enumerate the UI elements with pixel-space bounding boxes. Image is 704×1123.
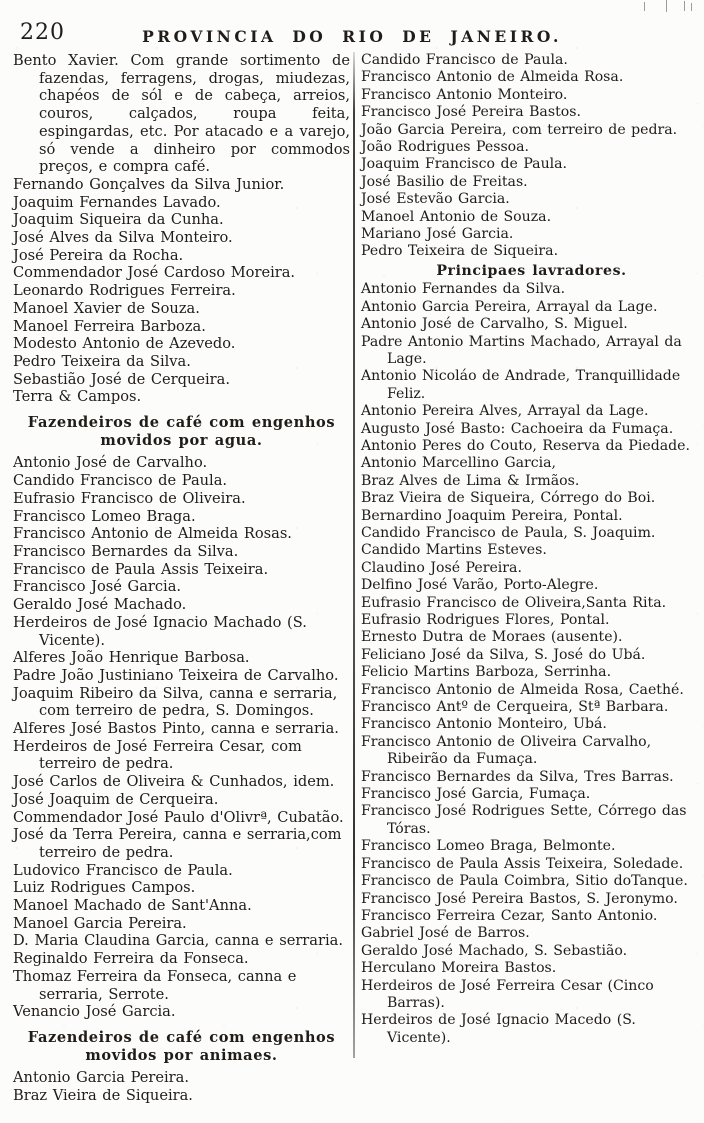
directory-entry: Antonio Garcia Pereira. — [13, 1069, 189, 1087]
section-heading: Fazendeiros de café com engenhos movidos por animaes. — [27, 1028, 336, 1064]
directory-entry: Antonio José de Carvalho. — [13, 454, 208, 472]
directory-entry: Braz Vieira de Siqueira. — [13, 1087, 193, 1105]
directory-entry: Braz Alves de Lima & Irmãos. — [361, 472, 580, 489]
directory-entry: Francisco Bernardes da Silva, Tres Barras. — [361, 768, 674, 785]
directory-entry: Pedro Teixeira de Siqueira. — [361, 243, 559, 260]
directory-entry: Herdeiros de José Ferreira Cesar, com terreiro de pedra. — [13, 737, 302, 773]
directory-entry: Antonio Nicoláo de Andrade, Tranquillidade Feliz. — [361, 368, 681, 402]
directory-entry: Francisco de Paula Assis Teixeira, Soledade. — [361, 855, 684, 872]
directory-entry: Alferes João Henrique Barbosa. — [13, 649, 250, 667]
directory-entry: Francisco Lomeo Braga, Belmonte. — [361, 838, 616, 855]
directory-entry: Candido Francisco de Paula, S. Joaquim. — [361, 524, 656, 541]
directory-entry: João Garcia Pereira, com terreiro de pedra. — [361, 121, 678, 138]
column-divider-rule — [353, 52, 355, 1058]
directory-entry: Eufrasio Rodrigues Flores, Pontal. — [361, 612, 610, 628]
directory-entry: Bento Xavier. Com grande sortimento de fazendas, ferragens, drogas, miudezas, chapéos de sól e de cabeça, arreios, couros, calçados, roupa feita, espingardas, etc. Por atacado e a varejo, só vende a dinheiro por commodos preços, e compra café. — [13, 52, 350, 176]
directory-entry: Herdeiros de José Ignacio Machado (S. Vicente). — [13, 613, 307, 649]
directory-entry: Gabriel José de Barros. — [361, 925, 530, 942]
directory-entry: José Estevão Garcia. — [361, 191, 510, 208]
directory-entry: Manoel Garcia Pereira. — [13, 914, 187, 932]
directory-entry: José Pereira da Rocha. — [13, 246, 184, 264]
directory-entry: Francisco José Rodrigues Sette, Córrego das Tóras. — [361, 803, 687, 837]
scan-artifact-marks — [636, 0, 696, 14]
directory-entry: Antonio Pereira Alves, Arrayal da Lage. — [361, 403, 649, 420]
directory-entry: Geraldo José Machado, S. Sebastião. — [361, 942, 628, 959]
page-number: 220 — [20, 20, 65, 45]
directory-entry: Joaquim Ribeiro da Silva, canna e serraria, com terreiro de pedra, S. Domingos. — [13, 684, 338, 720]
directory-entry: Manoel Xavier de Souza. — [13, 299, 200, 317]
directory-entry: Francisco Bernardes da Silva. — [13, 542, 239, 560]
directory-entry: Claudino José Pereira. — [361, 559, 522, 576]
directory-entry: Francisco Antonio Monteiro, Ubá. — [361, 716, 607, 733]
directory-entry: Venancio José Garcia. — [13, 1003, 176, 1021]
directory-entry: Commendador José Cardoso Moreira. — [13, 264, 296, 282]
directory-entry: Herculano Moreira Bastos. — [361, 960, 557, 977]
directory-entry: Delfino José Varão, Porto-Alegre. — [361, 577, 599, 594]
directory-entry: Francisco Antº de Cerqueira, Stª Barbara. — [361, 699, 669, 716]
directory-entry: Commendador José Paulo d'Olivrª, Cubatão. — [13, 808, 344, 826]
directory-entry: Manoel Antonio de Souza. — [361, 208, 552, 225]
directory-entry: José Alves da Silva Monteiro. — [13, 229, 233, 247]
directory-entry: D. Maria Claudina Garcia, canna e serraria. — [13, 932, 343, 950]
directory-entry: Leonardo Rodrigues Ferreira. — [13, 282, 236, 300]
directory-entry: Modesto Antonio de Azevedo. — [13, 335, 236, 353]
directory-entry: Francisco José Garcia. — [13, 578, 182, 596]
right-column — [361, 52, 702, 1047]
directory-entry: Candido Martins Esteves. — [361, 542, 547, 559]
directory-entry: Francisco José Pereira Bastos, S. Jeronymo. — [361, 890, 678, 907]
directory-entry: Antonio Garcia Pereira, Arrayal da Lage. — [361, 298, 658, 315]
directory-entry: Ernesto Dutra de Moraes (ausente). — [361, 629, 623, 646]
directory-entry: Francisco José Garcia, Fumaça. — [361, 786, 591, 803]
section-heading: Fazendeiros de café com engenhos movidos por agua. — [27, 414, 336, 449]
directory-entry: Sebastião José de Cerqueira. — [13, 370, 230, 388]
directory-entry: Joaquim Siqueira da Cunha. — [13, 211, 224, 229]
page-title: PROVINCIA DO RIO DE JANEIRO. — [142, 27, 562, 46]
directory-entry: Padre João Justiniano Teixeira de Carvalho. — [13, 666, 339, 684]
directory-entry: Francisco Ferreira Cezar, Santo Antonio. — [361, 907, 658, 924]
directory-entry: Antonio Peres do Couto, Reserva da Piedade. — [361, 437, 690, 454]
directory-entry: Francisco Antonio de Oliveira Carvalho, Ribeirão da Fumaça. — [361, 733, 652, 768]
directory-entry: Geraldo José Machado. — [13, 596, 187, 614]
directory-entry: Ludovico Francisco de Paula. — [13, 861, 233, 879]
directory-entry: Joaquim Fernandes Lavado. — [13, 193, 221, 211]
directory-entry: Padre Antonio Martins Machado, Arrayal da Lage. — [361, 333, 682, 367]
directory-entry: Candido Francisco de Paula. — [361, 52, 568, 68]
directory-entry: Thomaz Ferreira da Fonseca, canna e serraria, Serrote. — [13, 967, 297, 1003]
directory-entry: Antonio Marcellino Garcia, — [361, 455, 557, 472]
directory-entry: Francisco Antonio de Almeida Rosa, Caethé. — [361, 681, 684, 698]
directory-entry: Francisco José Pereira Bastos. — [361, 104, 581, 121]
directory-entry: Herdeiros de José Ferreira Cesar (Cinco Barras). — [361, 977, 654, 1011]
directory-entry: José Basilio de Freitas. — [361, 173, 528, 190]
directory-entry: Manoel Machado de Sant'Anna. — [13, 897, 252, 915]
directory-entry: Alferes José Bastos Pinto, canna e serraria. — [13, 720, 339, 738]
directory-entry: Bernardino Joaquim Pereira, Pontal. — [361, 507, 623, 524]
directory-entry: João Rodrigues Pessoa. — [361, 139, 530, 156]
directory-entry: Terra & Campos. — [13, 388, 142, 406]
directory-entry: Reginaldo Ferreira da Fonseca. — [13, 950, 249, 968]
directory-entry: Antonio José de Carvalho, S. Miguel. — [361, 316, 628, 333]
directory-entry: Eufrasio Francisco de Oliveira. — [13, 489, 246, 507]
directory-entry: Francisco Antonio de Almeida Rosas. — [13, 525, 292, 543]
directory-entry: Braz Vieira de Siqueira, Córrego do Boi. — [361, 490, 656, 507]
directory-entry: Feliciano José da Silva, S. José do Ubá. — [361, 646, 646, 663]
directory-entry: Felicio Martins Barboza, Serrinha. — [361, 664, 612, 681]
directory-entry: Luiz Rodrigues Campos. — [13, 879, 196, 897]
directory-entry: Francisco de Paula Assis Teixeira. — [13, 560, 269, 578]
directory-entry: Pedro Teixeira da Silva. — [13, 352, 191, 370]
directory-entry: Augusto José Basto: Cachoeira da Fumaça. — [361, 420, 674, 437]
directory-entry: Eufrasio Francisco de Oliveira,Santa Rita. — [361, 594, 667, 611]
directory-entry: Manoel Ferreira Barboza. — [13, 317, 206, 335]
directory-entry: Francisco Lomeo Braga. — [13, 507, 196, 525]
directory-entry: José da Terra Pereira, canna e serraria,com terreiro de pedra. — [13, 826, 342, 861]
section-heading: Principaes lavradores. — [436, 262, 627, 279]
directory-entry: José Joaquim de Cerqueira. — [13, 790, 219, 808]
directory-entry: Francisco de Paula Coimbra, Sitio doTanque. — [361, 873, 688, 890]
directory-entry: Francisco Antonio de Almeida Rosa. — [361, 69, 624, 86]
directory-entry: Herdeiros de José Ignacio Macedo (S. Vicente). — [361, 1012, 636, 1046]
directory-entry: Candido Francisco de Paula. — [13, 472, 228, 490]
directory-entry: Joaquim Francisco de Paula. — [361, 156, 568, 173]
directory-entry: Mariano José Garcia. — [361, 226, 514, 243]
directory-entry: José Carlos de Oliveira & Cunhados, idem. — [13, 773, 335, 791]
directory-entry: Francisco Antonio Monteiro. — [361, 86, 568, 103]
left-column — [13, 52, 350, 1105]
directory-entry: Antonio Fernandes da Silva. — [361, 281, 566, 298]
directory-entry: Fernando Gonçalves da Silva Junior. — [13, 175, 285, 193]
